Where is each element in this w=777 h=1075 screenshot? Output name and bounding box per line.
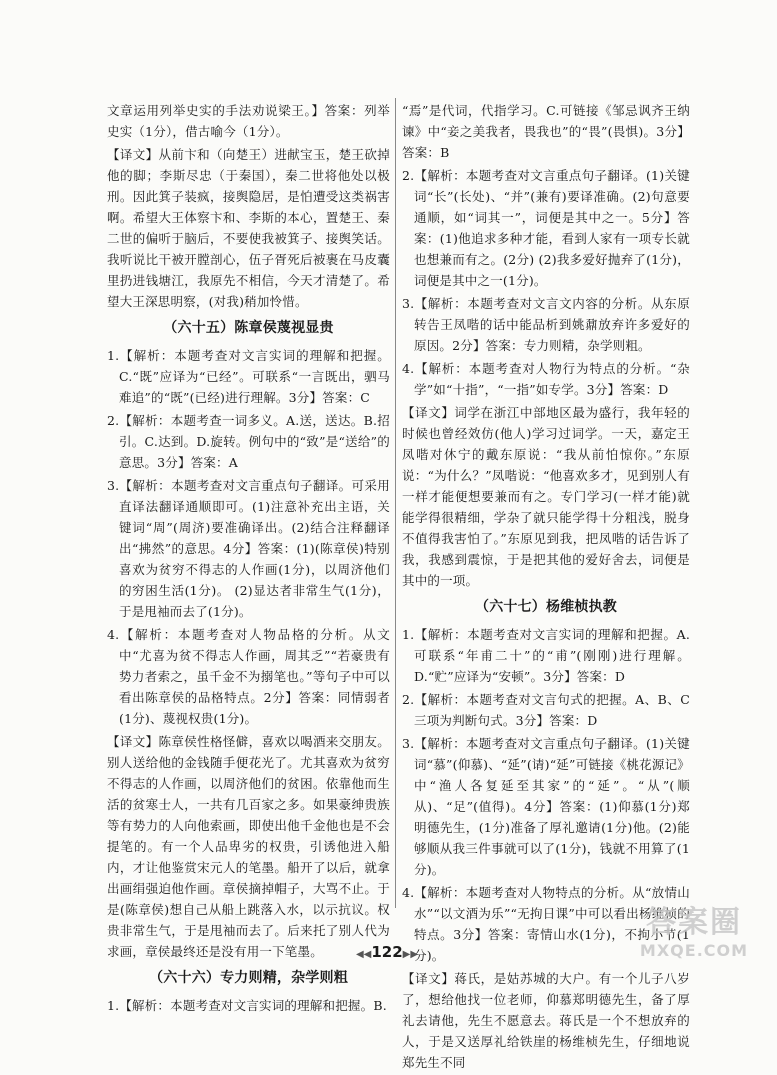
answer-item: 2.【解析：本题考查一词多义。A.送，送达。B.招引。C.达到。D.旋转。例句中的“致”是“送给”的意思。3分】答案：A (107, 413, 390, 470)
watermark-top: 答案圈 (646, 905, 742, 940)
arrow-left-icon: ◀◀ (355, 949, 372, 960)
answer-item: 1.【解析：本题考查对文言实词的理解和把握。B. (107, 998, 387, 1013)
section-heading-65: （六十五）陈章侯蔑视显贵 (163, 320, 334, 336)
page-number (355, 941, 419, 963)
answer-item: 3.【解析：本题考查对文言重点句子翻译。(1)关键词“慕”(仰慕)、“延”(请)“延”可链接《桃花源记》中“渔人各复延至其家”的“延”。“从”(顺从)、“足”(值得)。4分】答案：(1)仰慕(1分)郑明德先生，(1分)准备了厚礼邀请(1分)他。(2)能够顺从我三件事就可以了(1分)，钱就不用算了(1分)。 (402, 736, 690, 877)
answer-item: 4.【解析：本题考查对人物特点的分析。从“放情山水”“以文酒为乐”“无拘日课”中可以看出杨维桢的特点。3分】答案：寄情山水(1分)，不拘小节(1分)。 (402, 885, 690, 963)
answer-item: 4.【解析：本题考查对人物品格的分析。从文中“尤喜为贫不得志人作画，周其乏”“若豪贵有势力者索之，虽千金不为搦笔也。”等句子中可以看出陈章侯的品格特点。2分】答案：同情弱者(1分)、蔑视权贵(1分)。 (107, 627, 390, 726)
answer-item: 1.【解析：本题考查对文言实词的理解和把握。A.可联系“年甫二十”的“甫”(刚刚)进行理解。D.“贮”应译为“安顿”。3分】答案：D (402, 627, 690, 684)
section-heading-67: （六十七）杨维桢执教 (475, 599, 617, 615)
answer-item: 1.【解析：本题考查对文言实词的理解和把握。C.“既”应译为“已经”。可联系“一言既出，驷马难追”的“既”(已经)进行理解。3分】答案：C (107, 348, 390, 405)
page-number-value: 122 (371, 943, 403, 961)
left-column (107, 100, 390, 1018)
intro-text: 文章运用列举史实的手法劝说梁王。】答案：列举史实（1分），借古喻今（1分）。 (107, 103, 390, 139)
watermark-logo (619, 905, 769, 969)
column-divider (395, 98, 396, 908)
translation-66: 【译文】词学在浙江中部地区最为盛行，我年轻的时候也曾经效仿(他人)学习过词学。一天，嘉定王凤喈对休宁的戴东原说：“我从前怕惊你。”东原说：“为什么？”凤喈说：“他喜欢多才，见到别人有一样才能便想要兼而有之。专门学习(一样才能)就能学得很精细，学杂了就只能学得十分粗浅，脱身不值得我害怕了。”东原见到我，把凤喈的话告诉了我，我感到震惊，于是把其他的爱好舍去，词便是其中的一项。 (402, 405, 690, 588)
answer-item: 4.【解析：本题考查对人物行为特点的分析。“杂学”如“十指”，“一指”如专学。3分】答案：D (402, 361, 690, 397)
answer-item: 3.【解析：本题考查对文言文内容的分析。从东原转告王凤喈的话中能品析到姚鼐放弃许多爱好的原因。2分】答案：专力则精，杂学则粗。 (402, 296, 690, 353)
watermark-bottom: MXQE.COM (639, 941, 749, 960)
arrow-right-icon: ▶▶ (402, 949, 419, 960)
translation-65: 【译文】陈章侯性格怪僻，喜欢以喝酒来交朋友。别人送给他的金钱随手便花光了。尤其喜欢为贫穷不得志的人作画，以周济他们的贫困。依靠他而生活的贫寒士人，一共有几百家之多。如果豪绅贵族等有势力的人向他索画，即使出他千金他也是不会提笔的。有一个人品卑劣的权贵，引诱他进入船内，才让他鉴赏宋元人的笔墨。船开了以后，就拿出画绢强迫他作画。章侯摘掉帽子，大骂不止。于是(陈章侯)想自己从船上跳落入水，以示抗议。权贵非常生气，于是甩袖而去了。后来托了别人代为求画，章侯最终还是没有用一下笔墨。 (107, 734, 390, 959)
section-heading-66: （六十六）专力则精，杂学则粗 (149, 970, 348, 986)
answer-item: 2.【解析：本题考查对文言句式的把握。A、B、C三项为判断句式。3分】答案：D (402, 692, 690, 728)
answer-item: 3.【解析：本题考查对文言重点句子翻译。可采用直译法翻译通顺即可。(1)注意补充出主语，关键词“周”(周济)要准确译出。(2)结合注释翻译出“拂然”的意思。4分】答案：(1)(陈章侯)特别喜欢为贫穷不得志的人作画(1分)，以周济他们的穷困生活(1分)。 (2)显达者非常生气(1分)，于是甩袖而去了(1分)。 (107, 478, 390, 619)
translation-prev: 【译文】从前卞和（向楚王）进献宝玉，楚王砍掉他的脚；李斯尽忠（于秦国），秦二世将他处以极刑。因此箕子装疯，接舆隐居，是怕遭受这类祸害啊。希望大王体察卞和、李斯的本心，置楚王、秦二世的偏听于脑后，不要使我被箕子、接舆笑话。我听说比干被开膛剖心，伍子胥死后被裹在马皮囊里扔进钱塘江，我原先不相信，今天才清楚了。希望大王深思明察，(对我)稍加怜惜。 (107, 147, 390, 309)
translation-67: 【译文】蒋氏，是姑苏城的大户。有一个儿子八岁了，想给他找一位老师，仰慕郑明德先生，备了厚礼去请他，先生不愿意去。蒋氏是一个不想放弃的人，于是又送厚礼给铁崖的杨维桢先生，仔细地说郑先生不同 (402, 971, 690, 1070)
answer-item: 2.【解析：本题考查对文言重点句子翻译。(1)关键词“长”(长处)、“并”(兼有)要译准确。(2)句意要通顺，如“词其一”，词便是其中之一。5分】答案：(1)他追求多种才能，看到人家有一项专长就也想兼而有之。(2分) (2)我多爱好抛弃了(1分)，词便是其中之一(1分)。 (402, 168, 690, 288)
continuation-66: “焉”是代词，代指学习。C.可链接《邹忌讽齐王纳谏》中“妾之美我者，畏我也”的“畏”(畏惧)。3分】答案：B (402, 103, 690, 160)
